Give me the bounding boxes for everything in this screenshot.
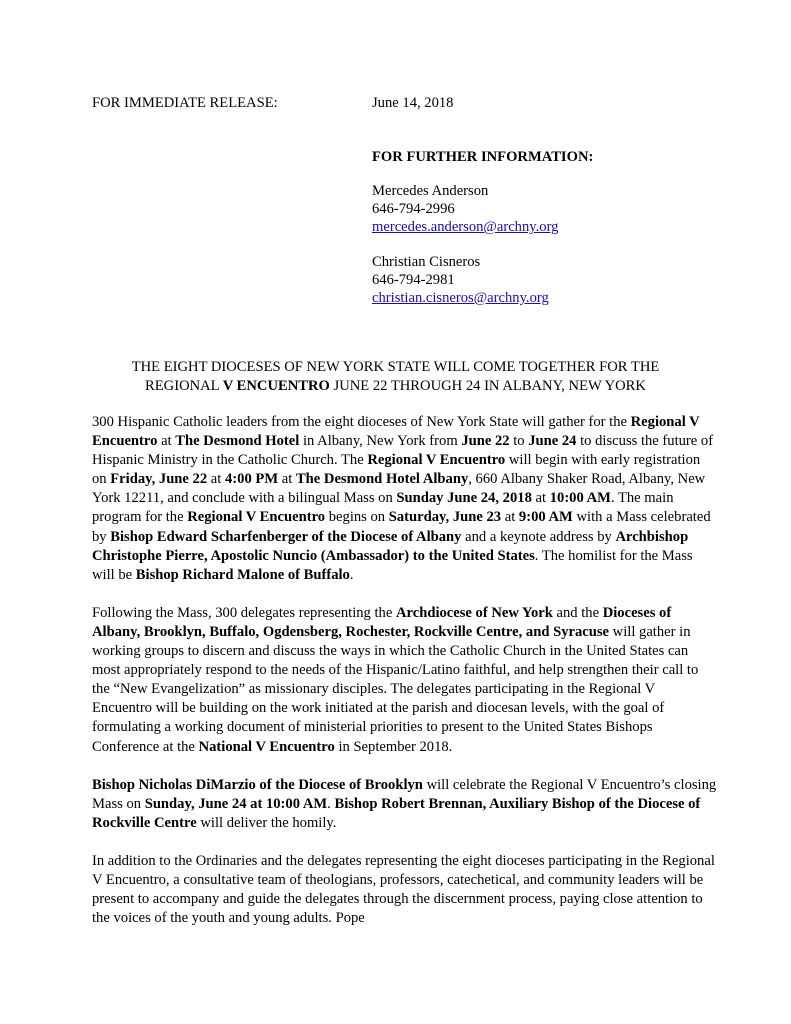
contact-block xyxy=(372,253,593,307)
headline xyxy=(92,358,699,396)
contact-info xyxy=(372,148,593,324)
contact-block xyxy=(372,182,593,236)
release-date: June 14, 2018 xyxy=(372,95,454,111)
headline-line-2: REGIONAL V ENCUENTRO JUNE 22 THROUGH 24 IN ALBANY, NEW YORK xyxy=(145,378,646,394)
release-body xyxy=(92,413,717,947)
paragraph-4: In addition to the Ordinaries and the delegates representing the eight dioceses participating in the Regional V Encuentro, a consultative team of theologians, professors, catechetical, and community leaders will be present to accompany and guide the delegates through the discernment process, paying close attention to the voices of the youth and young adults. Pope xyxy=(92,852,715,927)
contact-phone: 646-794-2981 xyxy=(372,272,455,288)
contact-name: Christian Cisneros xyxy=(372,254,481,270)
contact-phone: 646-794-2996 xyxy=(372,201,455,217)
paragraph-3: Bishop Nicholas DiMarzio of the Diocese of Brooklyn will celebrate the Regional V Encuentro’s closing Mass on Sunday, June 24 at 10:00 AM. Bishop Robert Brennan, Auxiliary Bishop of the Diocese of Rockville Centre will deliver the homily. xyxy=(92,776,717,831)
paragraph-1: 300 Hispanic Catholic leaders from the eight dioceses of New York State will gather for the Regional V Encuentro at The Desmond Hotel in Albany, New York from June 22 to June 24 to discuss the future of Hispanic Ministry in the Catholic Church. The Regional V Encuentro will begin with early registration on Friday, June 22 at 4:00 PM at The Desmond Hotel Albany, 660 Albany Shaker Road, Albany, New York 12211, and conclude with a bilingual Mass on Sunday June 24, 2018 at 10:00 AM. The main program for the Regional V Encuentro begins on Saturday, June 23 at 9:00 AM with a Mass celebrated by Bishop Edward Scharfenberger of the Diocese of Albany and a keynote address by Archbishop Christophe Pierre, Apostolic Nuncio (Ambassador) to the United States. The homilist for the Mass will be Bishop Richard Malone of Buffalo. xyxy=(92,414,714,583)
contact-email-link[interactable]: christian.cisneros@archny.org xyxy=(372,290,549,306)
info-title: FOR FURTHER INFORMATION: xyxy=(372,149,594,165)
release-label: FOR IMMEDIATE RELEASE: xyxy=(92,95,278,111)
contact-name: Mercedes Anderson xyxy=(372,183,489,199)
paragraph-2: Following the Mass, 300 delegates representing the Archdiocese of New York and the Dioceses of Albany, Brooklyn, Buffalo, Ogdensberg, Rochester, Rockville Centre, and Syracuse will gather in working groups to discern and discuss the ways in which the Catholic Church in the United States can most appropriately respond to the needs of the Hispanic/Latino faithful, and help strengthen their call to the “New Evangelization” as missionary disciples. The delegates participating in the Regional V Encuentro will be building on the work initiated at the parish and diocesan levels, with the goal of formulating a working document of ministerial priorities to present to the United States Bishops Conference at the National V Encuentro in September 2018. xyxy=(92,604,699,755)
headline-line-1: THE EIGHT DIOCESES OF NEW YORK STATE WILL COME TOGETHER FOR THE xyxy=(131,359,660,375)
contact-email-link[interactable]: mercedes.anderson@archny.org xyxy=(372,219,559,235)
